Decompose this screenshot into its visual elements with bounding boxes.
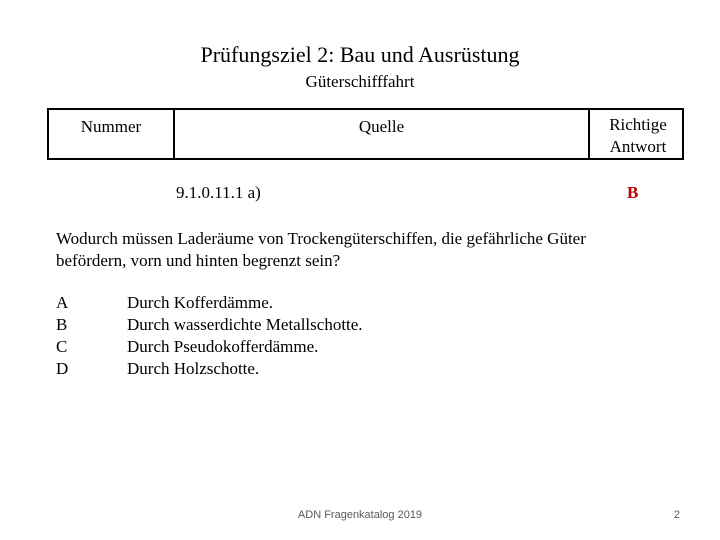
answer-option-d	[56, 358, 556, 380]
answer-letter: D	[56, 359, 69, 378]
answer-text: Durch wasserdichte Metallschotte.	[127, 315, 363, 334]
slide-subtitle: Güterschifffahrt	[305, 72, 415, 91]
footer-catalog-label: ADN Fragenkatalog 2019	[297, 509, 423, 521]
header-antwort-line2: Antwort	[609, 137, 667, 156]
answer-option-c	[56, 336, 556, 358]
page-number: 2	[673, 509, 680, 521]
header-nummer: Nummer	[49, 110, 175, 158]
header-antwort-line1: Richtige	[609, 115, 667, 134]
slide-title: Prüfungsziel 2: Bau und Ausrüstung	[200, 42, 520, 67]
answer-letter: C	[56, 337, 68, 356]
question-line-2: befördern, vorn und hinten begrenzt sein?	[56, 251, 341, 270]
source-reference: 9.1.0.11.1 a)	[176, 183, 261, 202]
answer-letter: A	[56, 293, 69, 312]
correct-answer: B	[627, 183, 639, 202]
answer-option-b	[56, 314, 556, 336]
answer-text: Durch Kofferdämme.	[127, 293, 274, 312]
header-table	[47, 108, 684, 160]
answer-text: Durch Pseudokofferdämme.	[127, 337, 319, 356]
header-richtige-antwort	[588, 110, 686, 158]
question-line-1: Wodurch müssen Laderäume von Trockengüterschiffen, die gefährliche Güter	[56, 229, 586, 248]
answer-text: Durch Holzschotte.	[127, 359, 260, 378]
question-text	[56, 228, 656, 272]
answer-letter: B	[56, 315, 68, 334]
answer-list	[56, 292, 556, 380]
answer-option-a	[56, 292, 556, 314]
header-quelle: Quelle	[358, 117, 405, 136]
